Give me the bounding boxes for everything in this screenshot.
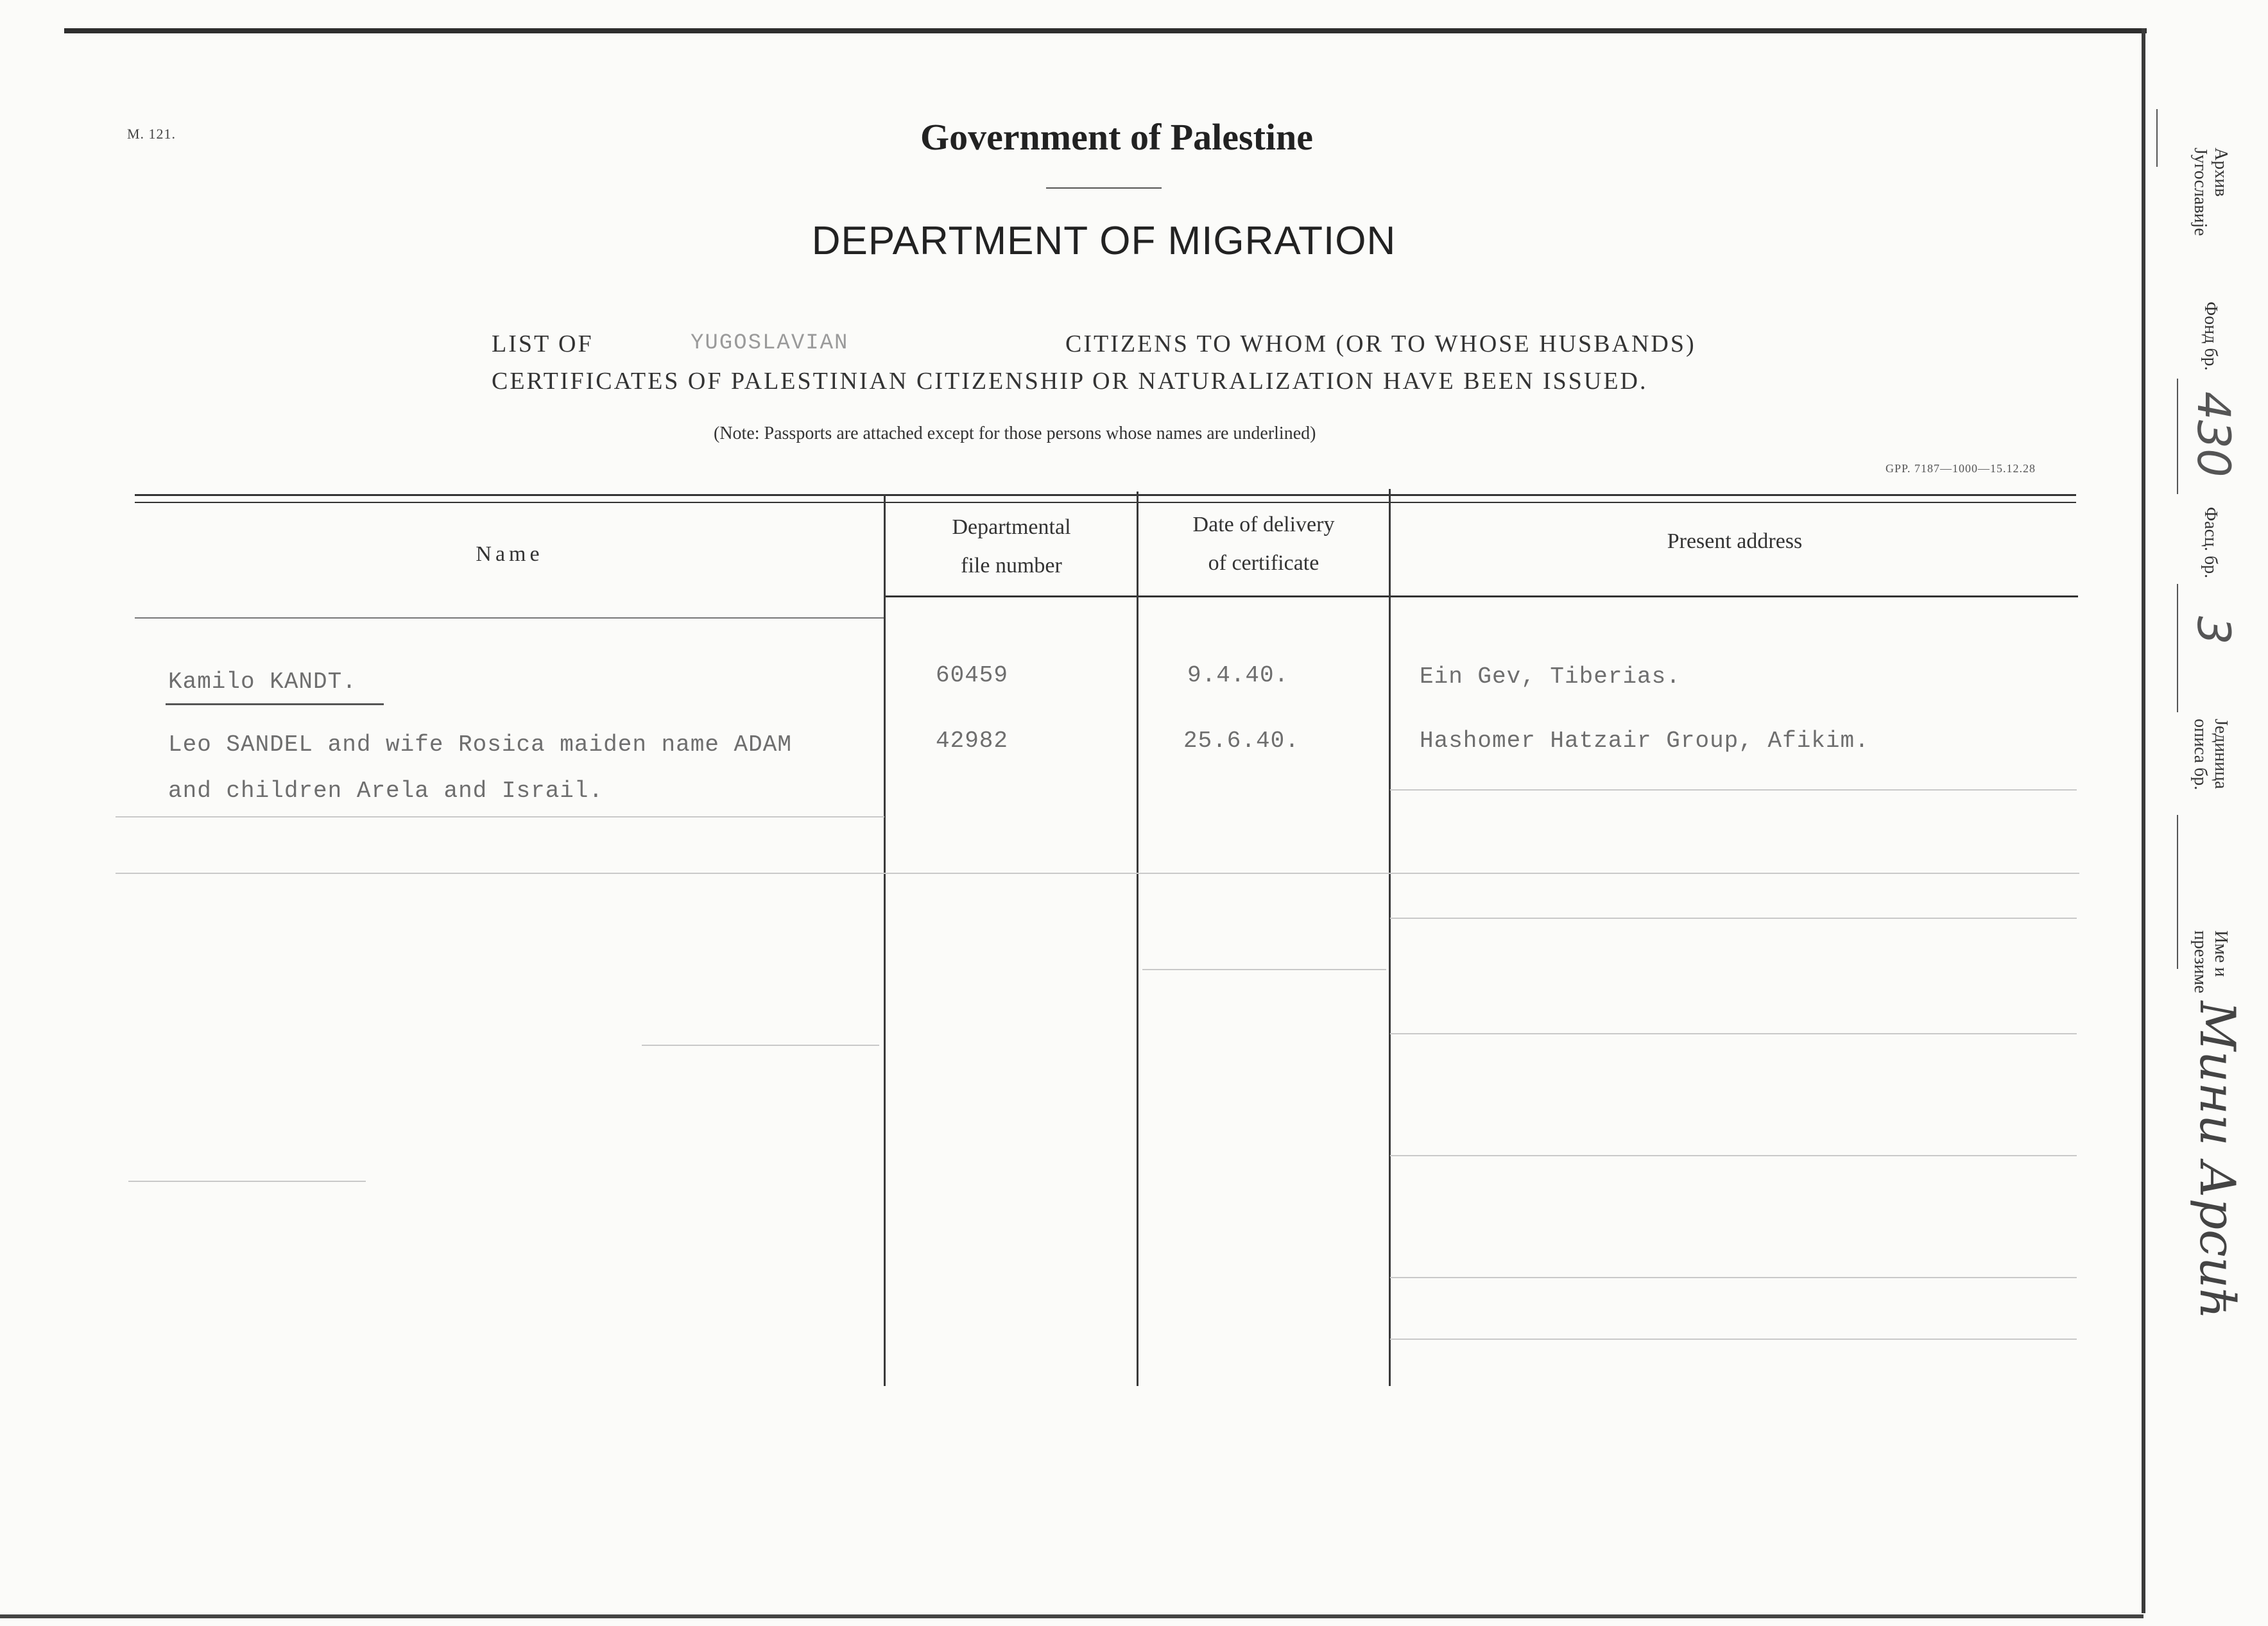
archive-stamp [2150, 96, 2259, 1320]
row-1-file-number: 60459 [936, 662, 1009, 689]
right-border [2142, 28, 2145, 1613]
list-of-label: LIST OF [492, 330, 594, 357]
header-address [1391, 522, 2078, 561]
row-2-name-line-2: and children Arela and Israil. [168, 778, 604, 804]
header-name [135, 535, 884, 574]
column-divider-1 [884, 494, 886, 1386]
header-date-line-1: Date of delivery [1192, 513, 1335, 536]
ruled-line [116, 873, 2079, 874]
fascicle-value-line [2177, 584, 2178, 712]
form-code: M. 121. [127, 126, 176, 142]
row-1-name: Kamilo KANDT. [168, 669, 357, 695]
citizens-text: CITIZENS TO WHOM (OR TO WHOSE HUSBANDS) [1065, 330, 1696, 357]
nationality-field: YUGOSLAVIAN [691, 331, 849, 355]
ruled-line [1390, 918, 2077, 919]
table-top-rule-double [135, 502, 2076, 503]
header-name-label: Name [476, 542, 544, 566]
table-top-rule [135, 494, 2076, 496]
header-bottom-rule-left [135, 617, 886, 619]
column-divider-3 [1389, 489, 1391, 1386]
row-1-date: 9.4.40. [1187, 662, 1289, 689]
row-2-name-line-1: Leo SANDEL and wife Rosica maiden name ADAM [168, 732, 792, 758]
certificates-text: CERTIFICATES OF PALESTINIAN CITIZENSHIP OR NATURALIZATION HAVE BEEN ISSUED. [492, 368, 1648, 395]
bottom-border [0, 1614, 2143, 1618]
header-file-number-line-2: file number [961, 554, 1062, 578]
unit-label-line-2: описа бр. [2190, 719, 2210, 791]
ruled-line [1390, 1277, 2077, 1278]
unit-label-line-1: Јединица [2211, 719, 2231, 789]
archive-label-line-1: Архив [2211, 148, 2231, 197]
fascicle-label: Фасц. бр. [2201, 507, 2221, 579]
passport-note: (Note: Passports are attached except for those persons whose names are underlined) [714, 424, 1316, 443]
name-label-line-2: презиме [2190, 930, 2210, 993]
fond-value-line [2177, 379, 2178, 494]
archive-label-line-2: Југославије [2190, 148, 2210, 236]
header-file-number [886, 508, 1137, 585]
ruled-line [116, 816, 884, 817]
ruled-line [1142, 969, 1386, 970]
title-divider [1046, 187, 1162, 189]
unit-value-line [2177, 815, 2178, 969]
government-title: Government of Palestine [920, 116, 1314, 158]
ruled-line [1390, 1033, 2077, 1034]
fond-value: 430 [2187, 391, 2240, 477]
row-2-date: 25.6.40. [1183, 728, 1300, 754]
print-reference: GPP. 7187—1000—15.12.28 [1886, 462, 2036, 475]
top-border [64, 28, 2147, 33]
ruled-line [1390, 1155, 2077, 1156]
fascicle-value: 3 [2187, 616, 2240, 645]
ruled-line [128, 1181, 366, 1182]
header-date-line-2: of certificate [1208, 551, 1319, 575]
header-address-label: Present address [1667, 529, 1803, 553]
row-2-address: Hashomer Hatzair Group, Afikim. [1420, 728, 1869, 754]
header-bottom-rule [884, 595, 2078, 597]
fond-label: Фонд бр. [2201, 302, 2221, 371]
header-date [1138, 506, 1389, 583]
ruled-line [1390, 1339, 2077, 1340]
list-heading-line-2 [492, 367, 1749, 395]
name-label-line-1: Име и [2211, 930, 2231, 977]
ruled-line [1390, 789, 2077, 791]
row-2-file-number: 42982 [936, 728, 1009, 754]
department-title: DEPARTMENT OF MIGRATION [811, 219, 1396, 263]
header-file-number-line-1: Departmental [952, 515, 1071, 539]
row-1-address: Ein Gev, Tiberias. [1420, 663, 1681, 690]
column-divider-2 [1137, 492, 1138, 1386]
archive-stamp-rule [2156, 109, 2158, 167]
row-1-name-underline [166, 703, 384, 705]
name-signature: Мини Арсић [2189, 1001, 2246, 1320]
ruled-line [642, 1045, 879, 1046]
